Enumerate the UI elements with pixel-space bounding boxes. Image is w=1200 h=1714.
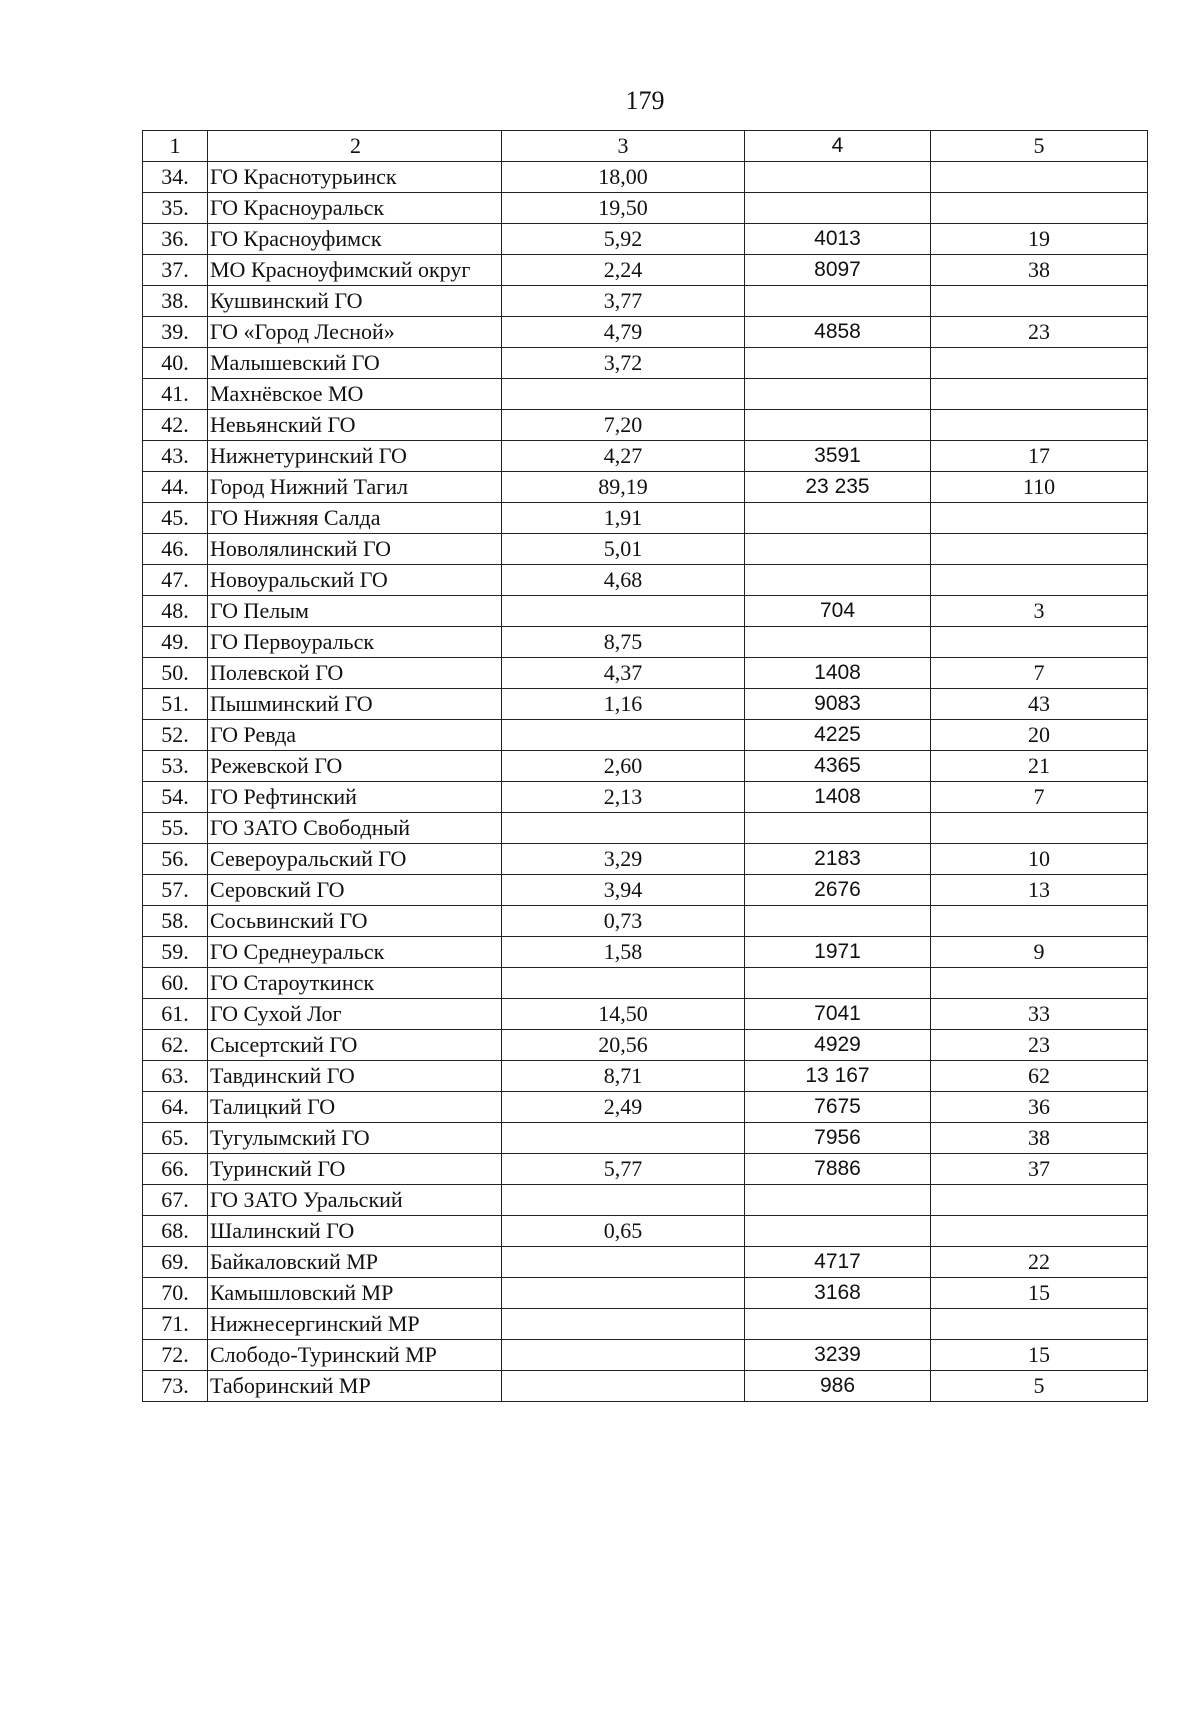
table-row: [143, 1371, 1148, 1402]
column-5-cell: 15: [931, 1278, 1148, 1309]
column-3-cell: 19,50: [502, 193, 745, 224]
column-4-cell: 1408: [745, 782, 931, 813]
column-3-cell: [502, 1247, 745, 1278]
table-row: [143, 627, 1148, 658]
municipality-name-cell: Невьянский ГО: [208, 410, 502, 441]
municipality-name-cell: Камышловский МР: [208, 1278, 502, 1309]
municipality-name-cell: Пышминский ГО: [208, 689, 502, 720]
municipality-name-cell: Малышевский ГО: [208, 348, 502, 379]
row-number-cell: 48.: [143, 596, 208, 627]
column-5-cell: 5: [931, 1371, 1148, 1402]
row-number-cell: 65.: [143, 1123, 208, 1154]
column-4-cell: 4929: [745, 1030, 931, 1061]
row-number-cell: 35.: [143, 193, 208, 224]
column-3-cell: 2,60: [502, 751, 745, 782]
table-row: [143, 751, 1148, 782]
column-4-cell: [745, 968, 931, 999]
column-4-cell: 7675: [745, 1092, 931, 1123]
table-row: [143, 1340, 1148, 1371]
column-3-cell: 5,92: [502, 224, 745, 255]
municipality-name-cell: ГО ЗАТО Уральский: [208, 1185, 502, 1216]
column-5-cell: 110: [931, 472, 1148, 503]
column-5-cell: [931, 1309, 1148, 1340]
column-4-cell: [745, 379, 931, 410]
column-3-cell: [502, 1123, 745, 1154]
table-row: [143, 472, 1148, 503]
row-number-cell: 61.: [143, 999, 208, 1030]
row-number-cell: 56.: [143, 844, 208, 875]
row-number-cell: 53.: [143, 751, 208, 782]
column-3-cell: 3,72: [502, 348, 745, 379]
row-number-cell: 57.: [143, 875, 208, 906]
column-5-cell: [931, 906, 1148, 937]
column-5-cell: 37: [931, 1154, 1148, 1185]
row-number-cell: 40.: [143, 348, 208, 379]
municipality-name-cell: Талицкий ГО: [208, 1092, 502, 1123]
municipality-name-cell: Тавдинский ГО: [208, 1061, 502, 1092]
table-row: [143, 441, 1148, 472]
municipality-name-cell: Сосьвинский ГО: [208, 906, 502, 937]
row-number-cell: 66.: [143, 1154, 208, 1185]
column-4-cell: [745, 627, 931, 658]
municipality-name-cell: ГО Красноуфимск: [208, 224, 502, 255]
table-row: [143, 720, 1148, 751]
column-4-cell: 2676: [745, 875, 931, 906]
column-4-cell: [745, 348, 931, 379]
column-3-cell: 8,75: [502, 627, 745, 658]
row-number-cell: 60.: [143, 968, 208, 999]
column-header: 3: [502, 131, 745, 162]
column-3-cell: 0,65: [502, 1216, 745, 1247]
column-4-cell: 4858: [745, 317, 931, 348]
column-3-cell: 89,19: [502, 472, 745, 503]
column-3-cell: [502, 596, 745, 627]
column-5-cell: [931, 968, 1148, 999]
column-4-cell: [745, 906, 931, 937]
column-3-cell: 4,79: [502, 317, 745, 348]
table-row: [143, 224, 1148, 255]
column-5-cell: [931, 627, 1148, 658]
municipality-name-cell: ГО Краснотурьинск: [208, 162, 502, 193]
table-row: [143, 410, 1148, 441]
row-number-cell: 62.: [143, 1030, 208, 1061]
row-number-cell: 49.: [143, 627, 208, 658]
table-row: [143, 689, 1148, 720]
column-4-cell: [745, 162, 931, 193]
row-number-cell: 55.: [143, 813, 208, 844]
municipality-name-cell: ГО Пелым: [208, 596, 502, 627]
table-row: [143, 906, 1148, 937]
column-5-cell: 7: [931, 658, 1148, 689]
column-3-cell: [502, 1278, 745, 1309]
municipality-name-cell: ГО Среднеуральск: [208, 937, 502, 968]
table-row: [143, 658, 1148, 689]
column-5-cell: 17: [931, 441, 1148, 472]
row-number-cell: 69.: [143, 1247, 208, 1278]
column-4-cell: [745, 1309, 931, 1340]
column-4-cell: 2183: [745, 844, 931, 875]
row-number-cell: 37.: [143, 255, 208, 286]
column-5-cell: 62: [931, 1061, 1148, 1092]
column-4-cell: [745, 813, 931, 844]
column-5-cell: 19: [931, 224, 1148, 255]
column-5-cell: 38: [931, 255, 1148, 286]
column-5-cell: [931, 503, 1148, 534]
column-3-cell: [502, 1340, 745, 1371]
row-number-cell: 51.: [143, 689, 208, 720]
column-3-cell: 5,77: [502, 1154, 745, 1185]
column-5-cell: 33: [931, 999, 1148, 1030]
column-4-cell: [745, 410, 931, 441]
column-3-cell: 20,56: [502, 1030, 745, 1061]
column-3-cell: 3,94: [502, 875, 745, 906]
row-number-cell: 68.: [143, 1216, 208, 1247]
row-number-cell: 41.: [143, 379, 208, 410]
column-header: 1: [143, 131, 208, 162]
column-4-cell: 7886: [745, 1154, 931, 1185]
municipality-name-cell: Тугулымский ГО: [208, 1123, 502, 1154]
municipality-name-cell: ГО Рефтинский: [208, 782, 502, 813]
column-5-cell: [931, 193, 1148, 224]
table-row: [143, 844, 1148, 875]
table-body: [143, 162, 1148, 1402]
column-3-cell: [502, 813, 745, 844]
column-3-cell: 8,71: [502, 1061, 745, 1092]
column-header: 2: [208, 131, 502, 162]
table-row: [143, 1092, 1148, 1123]
column-4-cell: [745, 565, 931, 596]
column-4-cell: [745, 1185, 931, 1216]
municipality-name-cell: ГО Староуткинск: [208, 968, 502, 999]
municipality-name-cell: ГО «Город Лесной»: [208, 317, 502, 348]
table-row: [143, 1247, 1148, 1278]
municipality-name-cell: Сысертский ГО: [208, 1030, 502, 1061]
column-4-cell: 986: [745, 1371, 931, 1402]
column-3-cell: [502, 379, 745, 410]
row-number-cell: 36.: [143, 224, 208, 255]
column-3-cell: [502, 968, 745, 999]
table-row: [143, 875, 1148, 906]
column-3-cell: 1,16: [502, 689, 745, 720]
municipality-name-cell: Слободо-Туринский МР: [208, 1340, 502, 1371]
municipality-name-cell: ГО Сухой Лог: [208, 999, 502, 1030]
column-5-cell: 36: [931, 1092, 1148, 1123]
column-5-cell: [931, 1185, 1148, 1216]
row-number-cell: 67.: [143, 1185, 208, 1216]
column-4-cell: 8097: [745, 255, 931, 286]
column-5-cell: [931, 410, 1148, 441]
column-3-cell: 18,00: [502, 162, 745, 193]
municipality-name-cell: Режевской ГО: [208, 751, 502, 782]
municipality-name-cell: Таборинский МР: [208, 1371, 502, 1402]
column-3-cell: 1,91: [502, 503, 745, 534]
column-4-cell: [745, 503, 931, 534]
column-4-cell: 4365: [745, 751, 931, 782]
row-number-cell: 63.: [143, 1061, 208, 1092]
municipality-name-cell: Серовский ГО: [208, 875, 502, 906]
page-number: 179: [625, 86, 665, 115]
column-3-cell: 3,77: [502, 286, 745, 317]
column-4-cell: 1971: [745, 937, 931, 968]
municipality-name-cell: ГО Красноуральск: [208, 193, 502, 224]
column-3-cell: 2,24: [502, 255, 745, 286]
data-table: [142, 130, 1148, 1402]
column-3-cell: 14,50: [502, 999, 745, 1030]
municipality-name-cell: ГО ЗАТО Свободный: [208, 813, 502, 844]
column-3-cell: [502, 720, 745, 751]
municipality-name-cell: Туринский ГО: [208, 1154, 502, 1185]
table-row: [143, 317, 1148, 348]
column-4-cell: 4013: [745, 224, 931, 255]
row-number-cell: 59.: [143, 937, 208, 968]
table-row: [143, 162, 1148, 193]
table-header-row: [143, 131, 1148, 162]
municipality-name-cell: Нижнетуринский ГО: [208, 441, 502, 472]
row-number-cell: 50.: [143, 658, 208, 689]
municipality-name-cell: МО Красноуфимский округ: [208, 255, 502, 286]
column-5-cell: [931, 379, 1148, 410]
table-row: [143, 534, 1148, 565]
column-5-cell: 9: [931, 937, 1148, 968]
column-3-cell: 3,29: [502, 844, 745, 875]
column-5-cell: [931, 565, 1148, 596]
column-3-cell: 7,20: [502, 410, 745, 441]
table-row: [143, 813, 1148, 844]
column-4-cell: [745, 286, 931, 317]
column-4-cell: 13 167: [745, 1061, 931, 1092]
column-4-cell: [745, 534, 931, 565]
column-5-cell: 43: [931, 689, 1148, 720]
column-3-cell: [502, 1185, 745, 1216]
municipality-name-cell: ГО Нижняя Салда: [208, 503, 502, 534]
row-number-cell: 34.: [143, 162, 208, 193]
table-row: [143, 565, 1148, 596]
table-row: [143, 1061, 1148, 1092]
row-number-cell: 54.: [143, 782, 208, 813]
municipality-name-cell: Махнёвское МО: [208, 379, 502, 410]
column-5-cell: 20: [931, 720, 1148, 751]
column-4-cell: 704: [745, 596, 931, 627]
column-4-cell: 3591: [745, 441, 931, 472]
column-4-cell: 3168: [745, 1278, 931, 1309]
column-4-cell: 9083: [745, 689, 931, 720]
table-row: [143, 596, 1148, 627]
column-header: 5: [931, 131, 1148, 162]
table-row: [143, 1216, 1148, 1247]
row-number-cell: 71.: [143, 1309, 208, 1340]
column-5-cell: [931, 534, 1148, 565]
column-3-cell: 1,58: [502, 937, 745, 968]
municipality-name-cell: Североуральский ГО: [208, 844, 502, 875]
column-3-cell: 2,49: [502, 1092, 745, 1123]
municipality-name-cell: Байкаловский МР: [208, 1247, 502, 1278]
column-4-cell: 23 235: [745, 472, 931, 503]
column-3-cell: 4,37: [502, 658, 745, 689]
column-3-cell: [502, 1309, 745, 1340]
column-4-cell: 4225: [745, 720, 931, 751]
column-5-cell: 38: [931, 1123, 1148, 1154]
row-number-cell: 45.: [143, 503, 208, 534]
row-number-cell: 44.: [143, 472, 208, 503]
table-row: [143, 999, 1148, 1030]
column-3-cell: 2,13: [502, 782, 745, 813]
municipality-name-cell: ГО Первоуральск: [208, 627, 502, 658]
municipality-name-cell: Нижнесергинский МР: [208, 1309, 502, 1340]
column-5-cell: 22: [931, 1247, 1148, 1278]
column-5-cell: 23: [931, 1030, 1148, 1061]
table-row: [143, 503, 1148, 534]
table-row: [143, 1185, 1148, 1216]
row-number-cell: 72.: [143, 1340, 208, 1371]
row-number-cell: 39.: [143, 317, 208, 348]
row-number-cell: 64.: [143, 1092, 208, 1123]
column-4-cell: 4717: [745, 1247, 931, 1278]
column-4-cell: 1408: [745, 658, 931, 689]
column-5-cell: 10: [931, 844, 1148, 875]
table-row: [143, 968, 1148, 999]
municipality-name-cell: Новоуральский ГО: [208, 565, 502, 596]
table-row: [143, 379, 1148, 410]
municipality-name-cell: Кушвинский ГО: [208, 286, 502, 317]
column-3-cell: 4,27: [502, 441, 745, 472]
row-number-cell: 43.: [143, 441, 208, 472]
table-row: [143, 1123, 1148, 1154]
table-row: [143, 1309, 1148, 1340]
column-5-cell: 13: [931, 875, 1148, 906]
row-number-cell: 42.: [143, 410, 208, 441]
column-5-cell: 7: [931, 782, 1148, 813]
column-5-cell: 21: [931, 751, 1148, 782]
row-number-cell: 73.: [143, 1371, 208, 1402]
row-number-cell: 47.: [143, 565, 208, 596]
table-row: [143, 348, 1148, 379]
table-row: [143, 286, 1148, 317]
municipality-name-cell: Шалинский ГО: [208, 1216, 502, 1247]
column-3-cell: 5,01: [502, 534, 745, 565]
column-3-cell: [502, 1371, 745, 1402]
municipality-name-cell: Новолялинский ГО: [208, 534, 502, 565]
column-3-cell: 0,73: [502, 906, 745, 937]
table-row: [143, 1154, 1148, 1185]
column-4-cell: [745, 1216, 931, 1247]
column-5-cell: [931, 348, 1148, 379]
row-number-cell: 58.: [143, 906, 208, 937]
table-row: [143, 193, 1148, 224]
column-5-cell: [931, 286, 1148, 317]
municipality-name-cell: ГО Ревда: [208, 720, 502, 751]
column-4-cell: 7041: [745, 999, 931, 1030]
column-4-cell: [745, 193, 931, 224]
column-3-cell: 4,68: [502, 565, 745, 596]
column-5-cell: [931, 1216, 1148, 1247]
column-5-cell: 23: [931, 317, 1148, 348]
column-5-cell: 15: [931, 1340, 1148, 1371]
table-row: [143, 1278, 1148, 1309]
column-5-cell: [931, 162, 1148, 193]
column-5-cell: 3: [931, 596, 1148, 627]
row-number-cell: 46.: [143, 534, 208, 565]
municipality-name-cell: Город Нижний Тагил: [208, 472, 502, 503]
table-row: [143, 782, 1148, 813]
column-5-cell: [931, 813, 1148, 844]
row-number-cell: 52.: [143, 720, 208, 751]
table-row: [143, 1030, 1148, 1061]
table-row: [143, 255, 1148, 286]
column-header: 4: [745, 131, 931, 162]
municipality-name-cell: Полевской ГО: [208, 658, 502, 689]
column-4-cell: 7956: [745, 1123, 931, 1154]
table-row: [143, 937, 1148, 968]
row-number-cell: 70.: [143, 1278, 208, 1309]
column-4-cell: 3239: [745, 1340, 931, 1371]
row-number-cell: 38.: [143, 286, 208, 317]
